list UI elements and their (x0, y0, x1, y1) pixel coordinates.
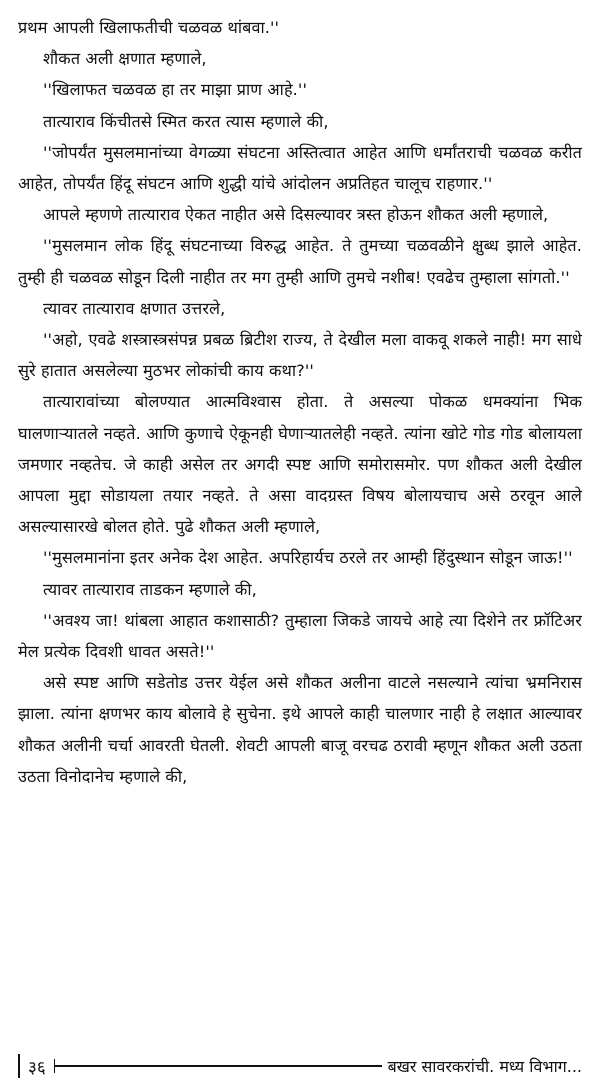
quote-paragraph: ''अवश्य जा! थांबला आहात कशासाठी? तुम्हाला जिकडे जायचे आहे त्या दिशेने तर फ्रॉटिअर मेल प्रत्येक दिवशी धावत असते!'' (18, 610, 582, 662)
page-number: ३६ (28, 1057, 46, 1078)
paragraph: असे स्पष्ट आणि सडेतोड उत्तर येईल असे शौकत अलीना वाटले नसल्याने त्यांचा भ्रमनिरास झाला. त्यांना क्षणभर काय बोलावे हे सुचेना. इथे आपले काही चालणार नाही हे लक्षात आल्यावर शौकत अलीनी चर्चा आवरती घेतली. शेवटी आपली बाजू वरचढ ठरावी म्हणून शौकत अली उठता उठता विनोदानेच म्हणाले की, (18, 673, 582, 786)
paragraph: त्यावर तात्याराव क्षणात उत्तरले, (43, 298, 226, 318)
paragraph: आपले म्हणणे तात्याराव ऐकत नाहीत असे दिसल्यावर त्रस्त होऊन शौकत अली म्हणाले, (43, 205, 549, 225)
paragraph: त्यावर तात्याराव ताडकन म्हणाले की, (43, 579, 257, 599)
paragraph: प्रथम आपली खिलाफतीची चळवळ थांबवा.'' (18, 18, 280, 37)
page-footer (18, 1052, 582, 1080)
running-title: बखर सावरकरांची. मध्य विभाग... (387, 1057, 582, 1076)
paragraph: तात्यारावांच्या बोलण्यात आत्मविश्वास होता. ते असल्या पोकळ धमक्यांना भिक घालणाऱ्यातले नव्हते. आणि कुणाचे ऐकूनही घेणाऱ्यातलेही नव्हते. त्यांना खोटे गोड गोड बोलायला जमणार नव्हतेच. जे काही असेल तर अगदी स्पष्ट आणि समोरासमोर. पण शौकत अली देखील आपला मुद्दा सोडायला तयार नव्हते. ते असा वादग्रस्त विषय बोलायचाच असे ठरवून आले असल्यासारखे बोलत होते. पुढे शौकत अली म्हणाले, (18, 392, 582, 537)
paragraph: तात्याराव किंचीतसे स्मित करत त्यास म्हणाले की, (43, 111, 329, 131)
quote-paragraph: ''खिलाफत चळवळ हा तर माझा प्राण आहे.'' (43, 80, 307, 100)
quote-paragraph: ''जोपर्यंत मुसलमानांच्या वेगळ्या संघटना अस्तित्वात आहेत आणि धर्मांतराची चळवळ करीत आहेत, तोपर्यंत हिंदू संघटन आणि शुद्धी यांचे आंदोलन अप्रतिहत चालूच राहणार.'' (18, 142, 582, 194)
paragraph: शौकत अली क्षणात म्हणाले, (43, 49, 207, 69)
quote-paragraph: ''मुसलमानांना इतर अनेक देश आहेत. अपरिहार्यच ठरले तर आम्ही हिंदुस्थान सोडून जाऊ!'' (43, 548, 573, 568)
quote-paragraph: ''अहो, एवढे शस्त्रास्त्रसंपन्न प्रबळ ब्रिटीश राज्य, ते देखील मला वाकवू शकले नाही! मग साधे सुरे हातात असलेल्या मुठभर लोकांची काय कथा?'' (18, 330, 582, 381)
body-text (18, 12, 582, 792)
footer-left-bar (18, 1054, 20, 1078)
footer-rule-line (55, 1065, 381, 1067)
footer-rule (54, 1059, 382, 1073)
quote-paragraph: ''मुसलमान लोक हिंदू संघटनाच्या विरुद्ध आहेत. ते तुमच्या चळवळीने क्षुब्ध झाले आहेत. तुम्ही ही चळवळ सोडून दिली नाहीत तर मग तुम्ही आणि तुमचे नशीब! एवढेच तुम्हाला सांगतो.'' (18, 236, 582, 287)
